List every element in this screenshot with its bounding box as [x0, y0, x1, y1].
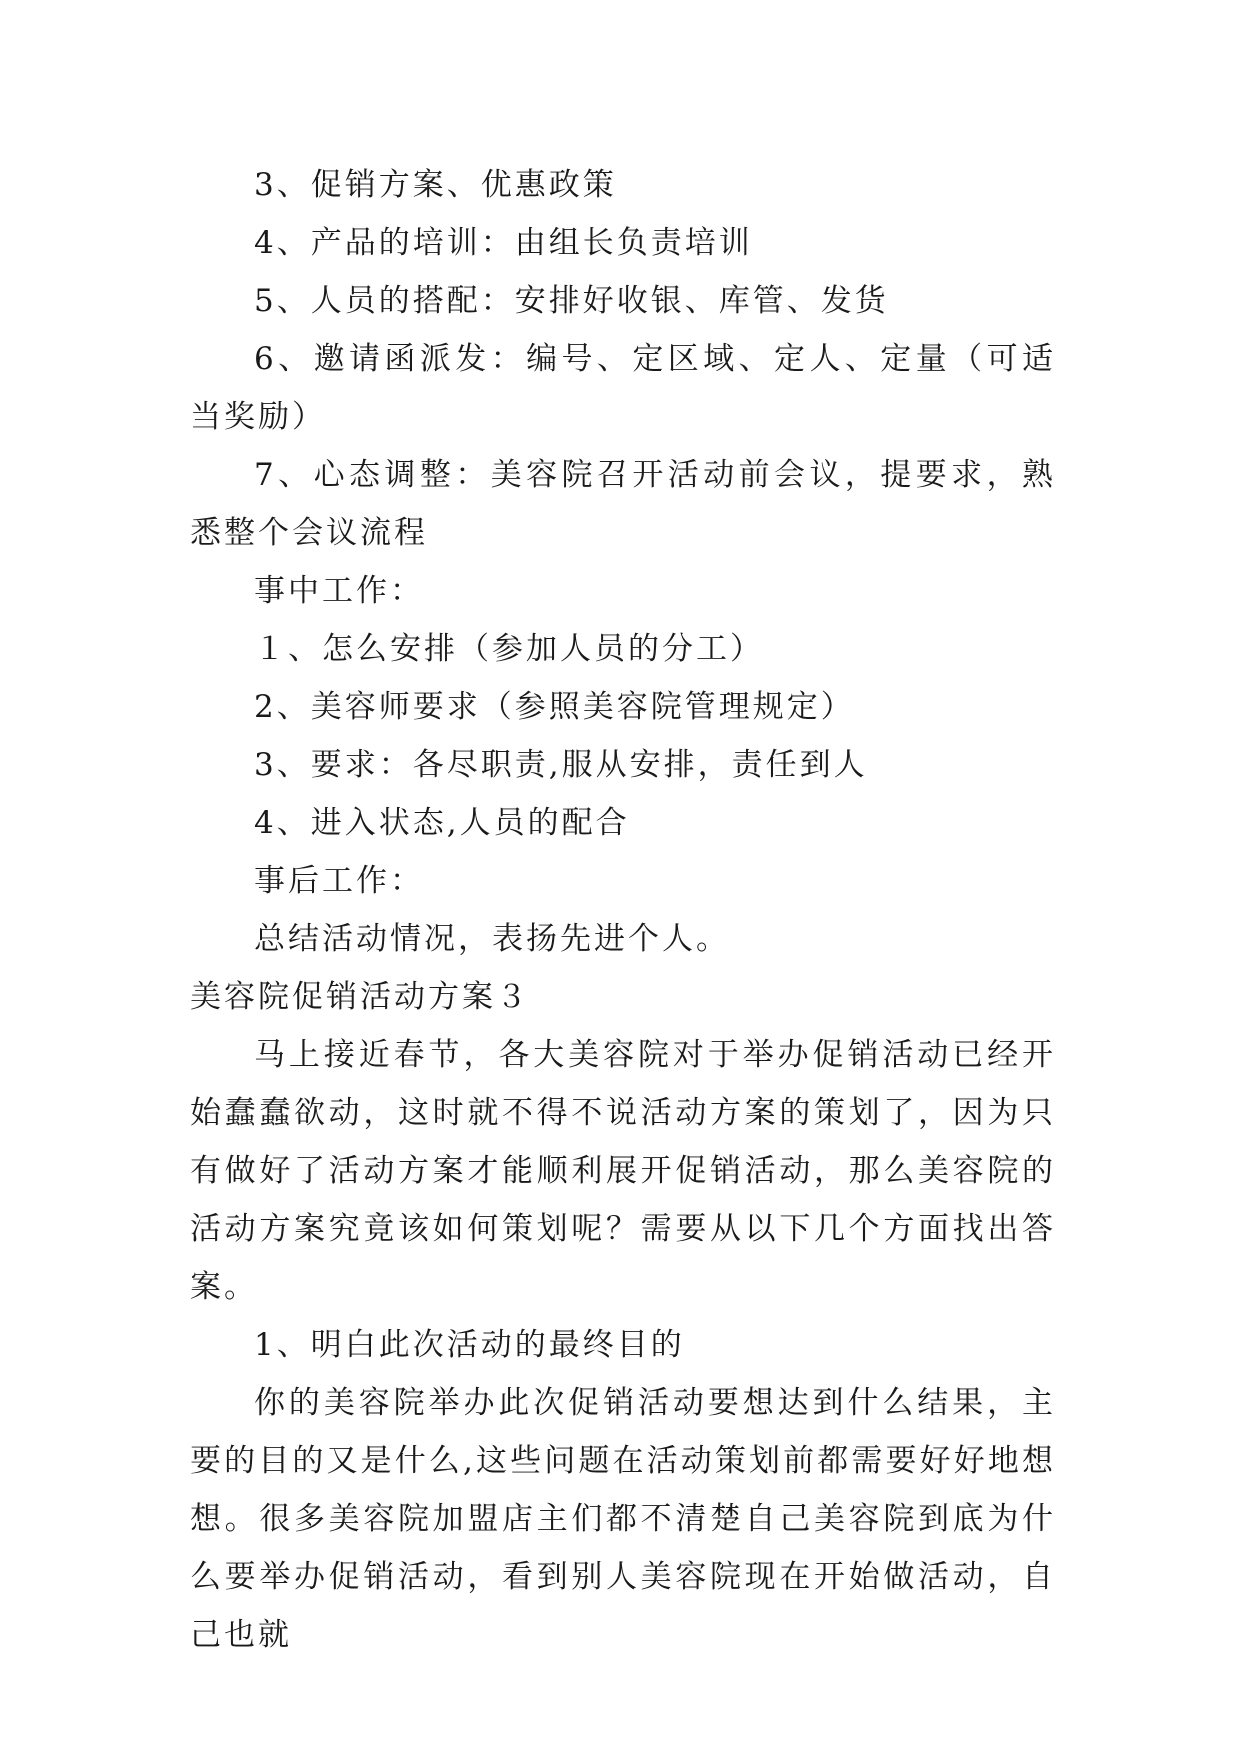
section-heading: 美容院促销活动方案３	[190, 979, 530, 1015]
paragraph: 4、产品的培训：由组长负责培训	[254, 225, 753, 261]
paragraph: 总结活动情况，表扬先进个人。	[254, 921, 730, 957]
paragraph: 马上接近春节，各大美容院对于举办促销活动已经开始蠢蠢欲动，这时就不得不说活动方案的策划了，因为只有做好了活动方案才能顺利展开促销活动，那么美容院的活动方案究竟该如何策划呢？需要从以下几个方面找出答案。	[190, 1037, 1056, 1305]
paragraph: 4、进入状态,人员的配合	[254, 805, 630, 841]
paragraph: 2、美容师要求（参照美容院管理规定）	[254, 689, 855, 725]
paragraph: 3、促销方案、优惠政策	[254, 167, 617, 203]
paragraph: １、怎么安排（参加人员的分工）	[254, 631, 764, 667]
paragraph: 3、要求：各尽职责,服从安排，责任到人	[254, 747, 868, 783]
document-body	[190, 156, 1056, 1664]
section-label: 事中工作：	[254, 573, 424, 609]
paragraph: 6、邀请函派发：编号、定区域、定人、定量（可适当奖励）	[190, 341, 1056, 435]
paragraph: 你的美容院举办此次促销活动要想达到什么结果，主要的目的又是什么,这些问题在活动策划前都需要好好地想想。很多美容院加盟店主们都不清楚自己美容院到底为什么要举办促销活动，看到别人美容院现在开始做活动，自己也就	[190, 1385, 1056, 1653]
paragraph: 7、心态调整：美容院召开活动前会议，提要求，熟悉整个会议流程	[190, 457, 1056, 551]
paragraph: 1、明白此次活动的最终目的	[254, 1327, 685, 1363]
section-label: 事后工作：	[254, 863, 424, 899]
paragraph: 5、人员的搭配：安排好收银、库管、发货	[254, 283, 889, 319]
